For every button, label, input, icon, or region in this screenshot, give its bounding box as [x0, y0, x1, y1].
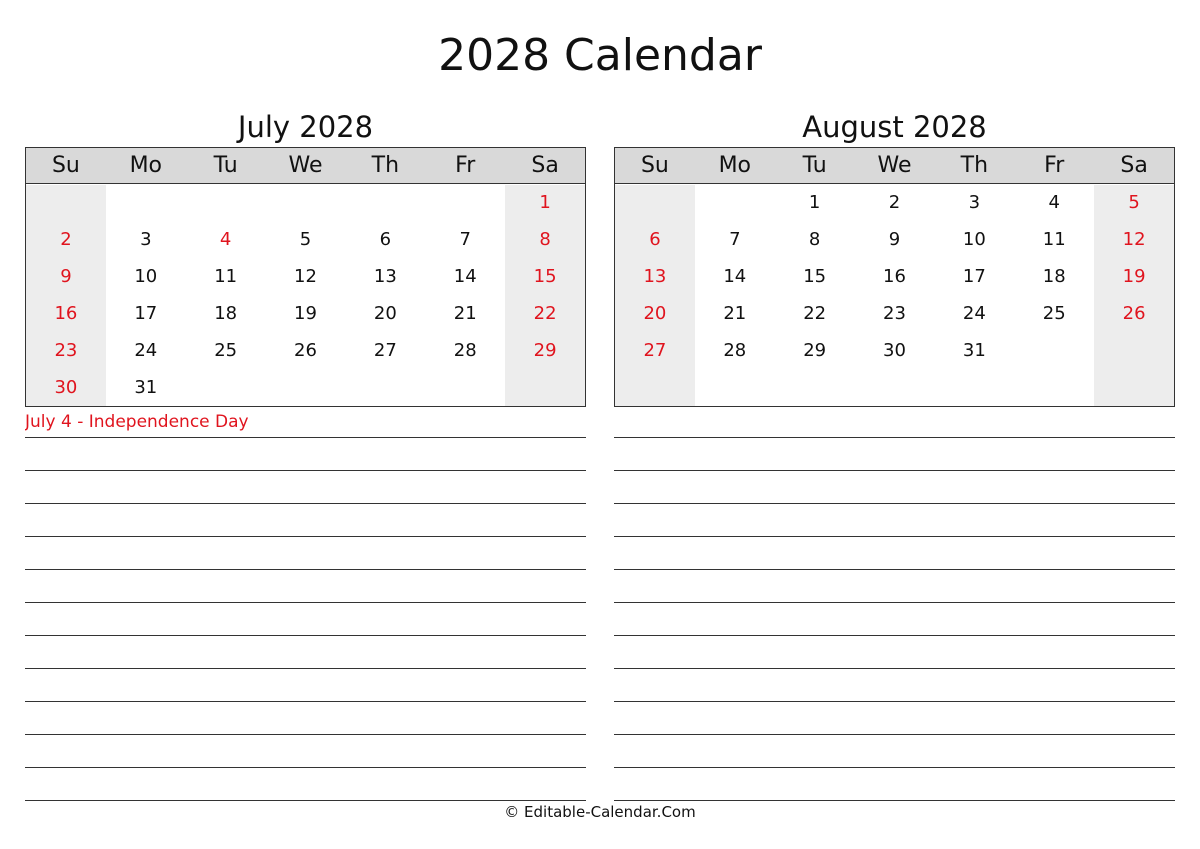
day-cell: 15 [803, 266, 827, 287]
month-title: August 2028 [802, 110, 987, 144]
week-row [615, 332, 1174, 369]
footer-credit: © Editable-Calendar.Com [504, 803, 696, 821]
page-title: 2028 Calendar [438, 30, 762, 81]
notes-july [25, 406, 586, 801]
week-row [615, 295, 1174, 332]
empty-day-cell [1094, 369, 1174, 406]
day-cell: 15 [533, 266, 557, 287]
day-cell: 5 [1128, 192, 1140, 213]
week-row [615, 184, 1174, 221]
note-line [25, 637, 586, 669]
day-cell: 27 [643, 340, 667, 361]
empty-day-cell [775, 369, 855, 406]
day-cell: 20 [373, 303, 397, 324]
note-line [25, 670, 586, 702]
day-cell: 20 [643, 303, 667, 324]
empty-day-cell [505, 369, 585, 406]
calendar-grid [25, 147, 586, 407]
day-cell: 9 [888, 229, 901, 250]
day-cell: 18 [1042, 266, 1066, 287]
day-cell: 31 [134, 377, 158, 398]
day-cell: 21 [453, 303, 477, 324]
day-grid [26, 184, 585, 406]
weekday-label: Th [960, 153, 989, 178]
weekday-label: Mo [129, 153, 163, 178]
empty-day-cell [26, 184, 106, 221]
day-cell: 21 [723, 303, 747, 324]
day-cell: 2 [60, 229, 72, 250]
week-row [26, 258, 585, 295]
day-cell: 19 [294, 303, 317, 324]
empty-day-cell [1014, 369, 1094, 406]
note-line [614, 703, 1175, 735]
weekday-label: Sa [531, 153, 559, 178]
day-cell: 7 [459, 229, 471, 250]
note-line [614, 736, 1175, 768]
day-cell: 22 [533, 303, 557, 324]
day-cell: 27 [373, 340, 397, 361]
weekday-label: Fr [455, 153, 476, 178]
day-cell: 2 [888, 192, 901, 213]
empty-day-cell [615, 369, 695, 406]
empty-day-cell [695, 184, 775, 221]
weekday-label: Sa [1120, 153, 1148, 178]
note-line [614, 769, 1175, 801]
day-cell: 11 [1042, 229, 1066, 250]
day-cell: 23 [54, 340, 78, 361]
month-august [614, 107, 1175, 407]
day-cell: 29 [803, 340, 827, 361]
empty-day-cell [186, 369, 266, 406]
empty-day-cell [266, 184, 346, 221]
empty-day-cell [106, 184, 186, 221]
day-cell: 17 [962, 266, 986, 287]
note-line [614, 571, 1175, 603]
week-row [615, 221, 1174, 258]
notes-august [614, 406, 1175, 801]
week-row [26, 295, 585, 332]
month-july [25, 107, 586, 407]
note-line [614, 439, 1175, 471]
day-cell: 5 [299, 229, 312, 250]
week-row [26, 332, 585, 369]
weekday-label: Su [51, 153, 80, 178]
day-cell: 4 [1048, 192, 1060, 213]
empty-day-cell [615, 184, 695, 221]
calendar-grid [614, 147, 1175, 407]
note-line [614, 406, 1175, 438]
day-cell: 3 [968, 192, 981, 213]
holiday-note: July 4 - Independence Day [25, 406, 586, 438]
day-cell: 7 [729, 229, 741, 250]
day-cell: 26 [1122, 303, 1146, 324]
day-grid [615, 184, 1174, 406]
day-cell: 25 [214, 340, 238, 361]
day-cell: 12 [294, 266, 317, 287]
day-cell: 18 [214, 303, 238, 324]
day-cell: 3 [140, 229, 152, 250]
note-line [614, 670, 1175, 702]
empty-day-cell [1094, 332, 1174, 369]
day-cell: 16 [883, 266, 906, 287]
day-cell: 13 [643, 266, 667, 287]
day-cell: 23 [883, 303, 906, 324]
weekday-label: Tu [213, 153, 238, 178]
note-line [614, 604, 1175, 636]
note-line [25, 769, 586, 801]
day-cell: 25 [1042, 303, 1066, 324]
note-line [25, 703, 586, 735]
day-cell: 24 [962, 303, 986, 324]
day-cell: 16 [54, 303, 78, 324]
note-line [25, 472, 586, 504]
weekday-label: Th [371, 153, 400, 178]
empty-day-cell [425, 184, 505, 221]
day-cell: 8 [539, 229, 551, 250]
weekday-header [26, 148, 585, 184]
empty-day-cell [345, 369, 425, 406]
day-cell: 30 [883, 340, 906, 361]
day-cell: 29 [533, 340, 557, 361]
day-cell: 10 [962, 229, 986, 250]
week-row [26, 184, 585, 221]
day-cell: 12 [1122, 229, 1146, 250]
weekday-header [615, 148, 1174, 184]
month-title: July 2028 [237, 110, 374, 144]
week-row [26, 369, 585, 406]
week-row [615, 369, 1174, 406]
note-line [614, 505, 1175, 537]
note-line [25, 439, 586, 471]
day-cell: 14 [453, 266, 477, 287]
weekday-label: Mo [718, 153, 752, 178]
day-cell: 28 [723, 340, 747, 361]
day-cell: 28 [453, 340, 477, 361]
day-cell: 6 [649, 229, 661, 250]
day-cell: 8 [808, 229, 821, 250]
empty-day-cell [855, 369, 935, 406]
day-cell: 26 [294, 340, 317, 361]
week-row [26, 221, 585, 258]
note-line [25, 538, 586, 570]
weekday-label: Tu [802, 153, 827, 178]
day-cell: 1 [539, 192, 551, 213]
weekday-label: Su [640, 153, 669, 178]
empty-day-cell [345, 184, 425, 221]
note-line [614, 472, 1175, 504]
empty-day-cell [695, 369, 775, 406]
note-line [25, 604, 586, 636]
weekday-label: Fr [1044, 153, 1065, 178]
weekday-label: We [877, 153, 912, 178]
day-cell: 22 [803, 303, 827, 324]
day-cell: 9 [60, 266, 72, 287]
day-cell: 10 [134, 266, 158, 287]
note-line [25, 505, 586, 537]
empty-day-cell [266, 369, 346, 406]
day-cell: 13 [373, 266, 397, 287]
day-cell: 24 [134, 340, 158, 361]
empty-day-cell [425, 369, 505, 406]
day-cell: 4 [219, 229, 232, 250]
day-cell: 11 [214, 266, 238, 287]
day-cell: 19 [1122, 266, 1146, 287]
day-cell: 31 [962, 340, 986, 361]
note-line [614, 637, 1175, 669]
day-cell: 17 [134, 303, 158, 324]
day-cell: 1 [808, 192, 821, 213]
note-line [25, 571, 586, 603]
empty-day-cell [934, 369, 1014, 406]
note-line [25, 736, 586, 768]
week-row [615, 258, 1174, 295]
day-cell: 6 [379, 229, 392, 250]
note-line [614, 538, 1175, 570]
empty-day-cell [186, 184, 266, 221]
weekday-label: We [288, 153, 323, 178]
day-cell: 30 [54, 377, 78, 398]
day-cell: 14 [723, 266, 747, 287]
empty-day-cell [1014, 332, 1094, 369]
